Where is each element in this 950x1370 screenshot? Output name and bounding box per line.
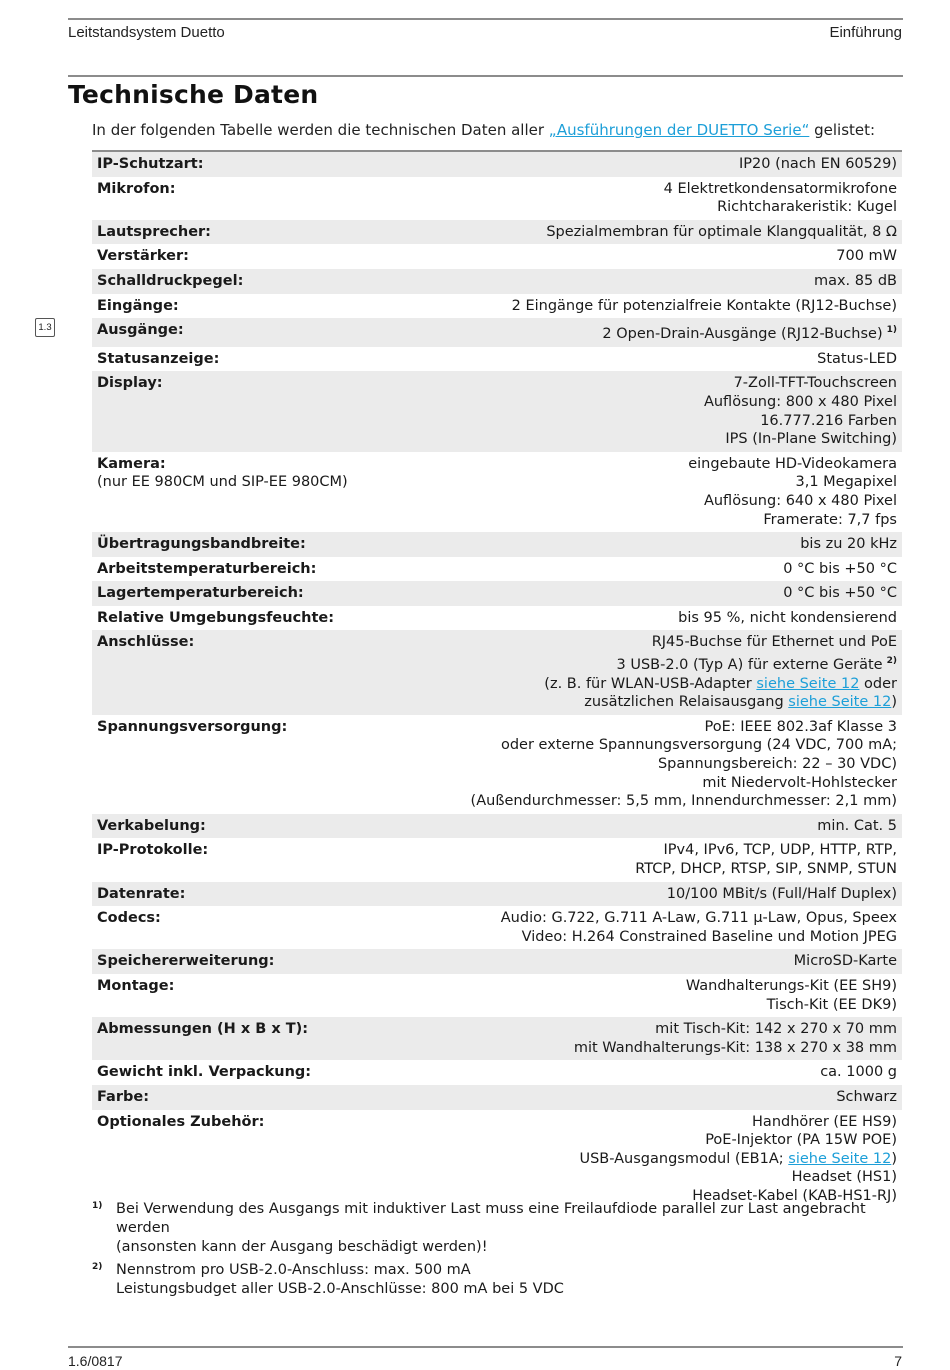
spec-row (92, 949, 902, 974)
spec-label (92, 220, 422, 245)
spec-value (422, 949, 902, 974)
footnote-text: Bei Verwendung des Ausgangs mit induktiver Last muss eine Freilaufdiode parallel zur Last angebracht werden (116, 1201, 866, 1236)
footnote (92, 1200, 902, 1257)
spec-value-line (427, 430, 897, 449)
spec-value (422, 452, 902, 532)
spec-value-line (427, 272, 897, 291)
spec-value-line (427, 774, 897, 793)
spec-label-text: Datenrate: (97, 885, 186, 902)
spec-row (92, 532, 902, 557)
spec-value-text: 4 Elektretkondensatormikrofone (663, 180, 897, 197)
page-title: Technische Daten (68, 80, 319, 109)
spec-value-text: 2 Eingänge für potenzialfreie Kontakte (RJ12-Buchse) (511, 297, 897, 314)
header-right: Einführung (829, 24, 902, 41)
spec-value-line (427, 736, 897, 755)
spec-label-text: IP-Schutzart: (97, 156, 204, 172)
spec-row (92, 1060, 902, 1085)
spec-label (92, 269, 422, 294)
spec-row (92, 347, 902, 372)
spec-sublabel: (nur EE 980CM und SIP-EE 980CM) (97, 474, 348, 491)
series-link[interactable]: „Ausführungen der DUETTO Serie“ (548, 121, 810, 139)
spec-value-text: Spannungsbereich: 22 – 30 VDC) (657, 756, 897, 773)
spec-label-text: Eingänge: (97, 297, 179, 314)
spec-value-text: Spezialmembran für optimale Klangqualität, 8 Ω (546, 223, 897, 240)
spec-value-text: 700 mW (836, 248, 897, 265)
spec-value-text: ca. 1000 g (820, 1064, 897, 1081)
spec-value-line (427, 297, 897, 316)
spec-label (92, 1017, 422, 1060)
spec-value-line (427, 321, 897, 344)
spec-value-text: PoE-Injektor (PA 15W POE) (705, 1132, 897, 1149)
spec-label-text: Verstärker: (97, 248, 189, 265)
footer-rule (68, 1346, 903, 1348)
spec-label (92, 1085, 422, 1110)
spec-label (92, 177, 422, 220)
spec-value (422, 1060, 902, 1085)
spec-value-text: 16.777.216 Farben (760, 412, 897, 429)
spec-value-text: USB-Ausgangsmodul (EB1A; (579, 1150, 789, 1167)
spec-value-line (427, 374, 897, 393)
spec-value (422, 177, 902, 220)
spec-value-line (427, 817, 897, 836)
spec-value (422, 318, 902, 347)
spec-value-text: IPv4, IPv6, TCP, UDP, HTTP, RTP, (663, 842, 897, 859)
spec-value-text: 7-Zoll-TFT-Touchscreen (733, 375, 897, 392)
spec-value-text: 3 USB-2.0 (Typ A) für externe Geräte (616, 657, 883, 674)
spec-value-line (427, 633, 897, 652)
spec-row (92, 882, 902, 907)
spec-value-line (427, 584, 897, 603)
spec-value-text: max. 85 dB (813, 272, 897, 289)
spec-label-text: Gewicht inkl. Verpackung: (97, 1064, 312, 1081)
spec-value-line (427, 492, 897, 511)
spec-value-line (427, 755, 897, 774)
spec-row (92, 814, 902, 839)
spec-row (92, 151, 902, 177)
spec-value-line (427, 198, 897, 217)
spec-value-line (427, 1088, 897, 1107)
spec-value (422, 1085, 902, 1110)
spec-value-text: bis 95 %, nicht kondensierend (678, 609, 897, 626)
spec-value-line (427, 393, 897, 412)
spec-value (422, 882, 902, 907)
spec-value-text: Headset (HS1) (791, 1169, 897, 1186)
spec-value (422, 1110, 902, 1209)
spec-value-text: (Außendurchmesser: 5,5 mm, Innendurchmesser: 2,1 mm) (470, 793, 897, 810)
spec-value-text: zusätzlichen Relaisausgang (584, 694, 789, 711)
spec-value (422, 974, 902, 1017)
footnote-text: (ansonsten kann der Ausgang beschädigt werden)! (116, 1239, 488, 1255)
spec-label (92, 557, 422, 582)
spec-value (422, 906, 902, 949)
spec-value-text: 3,1 Megapixel (795, 474, 897, 491)
spec-value-line (427, 860, 897, 879)
spec-value-text: 0 °C bis +50 °C (783, 560, 897, 577)
spec-value (422, 347, 902, 372)
spec-label (92, 371, 422, 451)
spec-label-text: Speichererweiterung: (97, 953, 275, 970)
spec-row (92, 906, 902, 949)
spec-label (92, 452, 422, 532)
spec-value-line (427, 609, 897, 628)
spec-value-line (427, 560, 897, 579)
footer-version: 1.6/0817 (68, 1353, 123, 1369)
spec-value-text: RTCP, DHCP, RTSP, SIP, SNMP, STUN (635, 861, 897, 877)
spec-label (92, 814, 422, 839)
spec-value (422, 630, 902, 714)
spec-value-line (427, 350, 897, 369)
spec-value (422, 532, 902, 557)
spec-value-line (427, 841, 897, 860)
spec-row (92, 220, 902, 245)
spec-value-line (427, 718, 897, 737)
spec-value (422, 715, 902, 814)
spec-value-text: (z. B. für WLAN-USB-Adapter (544, 675, 757, 692)
spec-label (92, 630, 422, 714)
spec-label-text: Lautsprecher: (97, 223, 211, 240)
spec-label-text: Display: (97, 375, 163, 392)
spec-label (92, 294, 422, 319)
spec-value-text: 10/100 MBit/s (Full/Half Duplex) (666, 885, 897, 902)
spec-row (92, 715, 902, 814)
spec-label-text: Optionales Zubehör: (97, 1113, 265, 1130)
spec-value-line (427, 1131, 897, 1150)
spec-label-text: Schalldruckpegel: (97, 272, 244, 289)
spec-row (92, 177, 902, 220)
header-left: Leitstandsystem Duetto (68, 24, 225, 41)
spec-label-text: Lagertemperaturbereich: (97, 585, 304, 602)
page-number: 7 (894, 1353, 902, 1369)
spec-value (422, 557, 902, 582)
spec-value (422, 581, 902, 606)
spec-label-text: Mikrofon: (97, 180, 176, 197)
header-rule (68, 75, 903, 77)
spec-label (92, 532, 422, 557)
spec-value-text: IPS (In-Plane Switching) (725, 431, 897, 448)
spec-label-text: Farbe: (97, 1088, 150, 1105)
page-ref-link[interactable]: siehe Seite 12 (788, 1150, 892, 1167)
spec-label (92, 906, 422, 949)
spec-label (92, 715, 422, 814)
spec-row (92, 1110, 902, 1209)
spec-value-text-after: ) (891, 1150, 897, 1167)
spec-label-text: Verkabelung: (97, 817, 206, 834)
spec-row (92, 452, 902, 532)
spec-label (92, 882, 422, 907)
spec-value-line (427, 155, 897, 174)
spec-value-line (427, 1020, 897, 1039)
spec-label-text: Kamera: (97, 455, 166, 472)
spec-label (92, 244, 422, 269)
spec-label (92, 949, 422, 974)
spec-row (92, 244, 902, 269)
spec-value (422, 606, 902, 631)
spec-row (92, 630, 902, 714)
spec-value-line (427, 885, 897, 904)
spec-row (92, 371, 902, 451)
spec-label (92, 606, 422, 631)
spec-value-line (427, 455, 897, 474)
spec-value-line (427, 652, 897, 675)
spec-label (92, 347, 422, 372)
spec-label-text: Relative Umgebungsfeuchte: (97, 609, 335, 626)
spec-row (92, 606, 902, 631)
spec-value (422, 244, 902, 269)
spec-row (92, 294, 902, 319)
spec-value-text: 2 Open-Drain-Ausgänge (RJ12-Buchse) (602, 326, 883, 343)
spec-value-line (427, 1150, 897, 1169)
spec-value-line (427, 909, 897, 928)
spec-label (92, 974, 422, 1017)
spec-row (92, 1085, 902, 1110)
spec-row (92, 974, 902, 1017)
spec-value-text: Richtcharakeristik: Kugel (717, 199, 897, 216)
spec-value-text: Framerate: 7,7 fps (763, 511, 897, 528)
spec-label (92, 151, 422, 177)
spec-value-text: IP20 (nach EN 60529) (739, 156, 897, 172)
spec-value (422, 294, 902, 319)
spec-value-text: min. Cat. 5 (817, 817, 897, 834)
spec-value-text-after: ) (891, 694, 897, 711)
spec-value-text: mit Wandhalterungs-Kit: 138 x 270 x 38 mm (573, 1039, 897, 1056)
spec-value-text: Auflösung: 800 x 480 Pixel (703, 393, 897, 410)
spec-value-text: bis zu 20 kHz (800, 536, 897, 553)
spec-value-line (427, 180, 897, 199)
footnote-mark: 1) (92, 1201, 103, 1211)
spec-label-text: Übertragungsbandbreite: (97, 536, 306, 553)
spec-label-text: Spannungsversorgung: (97, 718, 288, 735)
spec-value-line (427, 952, 897, 971)
spec-value-text: Schwarz (836, 1088, 897, 1105)
spec-value-line (427, 1168, 897, 1187)
spec-value (422, 269, 902, 294)
spec-value-text: 0 °C bis +50 °C (783, 585, 897, 602)
spec-value-line (427, 928, 897, 947)
intro-text (92, 121, 875, 139)
footnote-text: Leistungsbudget aller USB-2.0-Anschlüsse: 800 mA bei 5 VDC (116, 1281, 564, 1297)
spec-value-text: oder externe Spannungsversorgung (24 VDC, 700 mA; (500, 737, 897, 754)
footnote (92, 1261, 902, 1299)
spec-value-line (427, 535, 897, 554)
page-ref-link[interactable]: siehe Seite 12 (788, 694, 892, 711)
spec-value-text: MicroSD-Karte (793, 953, 897, 970)
footnote-marker: 2) (886, 656, 897, 667)
spec-value-text: eingebaute HD-Videokamera (688, 455, 897, 472)
spec-value-line (427, 223, 897, 242)
spec-label-text: Ausgänge: (97, 322, 184, 339)
spec-value-text-after: oder (859, 675, 897, 692)
spec-row (92, 557, 902, 582)
spec-value-line (427, 977, 897, 996)
spec-value-text: Tisch-Kit (EE DK9) (766, 996, 897, 1013)
spec-value-line (427, 473, 897, 492)
spec-value-line (427, 792, 897, 811)
spec-label (92, 838, 422, 881)
footnote-text: Nennstrom pro USB-2.0-Anschluss: max. 500 mA (116, 1262, 471, 1278)
spec-value-line (427, 1063, 897, 1082)
intro-before: In der folgenden Tabelle werden die technischen Daten aller (92, 121, 549, 139)
spec-table (92, 150, 902, 1209)
spec-row (92, 838, 902, 881)
spec-value-line (427, 511, 897, 530)
spec-value-line (427, 1113, 897, 1132)
spec-value-text: mit Niedervolt-Hohlstecker (702, 774, 897, 791)
page-ref-link[interactable]: siehe Seite 12 (756, 675, 860, 692)
spec-label-text: Anschlüsse: (97, 634, 195, 651)
spec-row (92, 581, 902, 606)
spec-label (92, 1060, 422, 1085)
spec-label (92, 581, 422, 606)
spec-value-line (427, 996, 897, 1015)
spec-value (422, 838, 902, 881)
spec-value (422, 151, 902, 177)
spec-label-text: Arbeitstemperaturbereich: (97, 560, 317, 577)
spec-value-line (427, 247, 897, 266)
spec-value-text: PoE: IEEE 802.3af Klasse 3 (704, 718, 897, 735)
spec-value (422, 1017, 902, 1060)
spec-value (422, 371, 902, 451)
spec-value-line (427, 1039, 897, 1058)
spec-value (422, 220, 902, 245)
spec-value-line (427, 412, 897, 431)
top-rule (68, 18, 903, 20)
spec-label-text: Codecs: (97, 910, 161, 927)
spec-label-text: Abmessungen (H x B x T): (97, 1021, 309, 1038)
spec-label-text: IP-Protokolle: (97, 842, 209, 859)
footnote-marker: 1) (886, 325, 897, 336)
spec-value-text: Auflösung: 640 x 480 Pixel (703, 492, 897, 509)
version-badge: 1.3 (35, 318, 55, 337)
spec-label (92, 318, 422, 347)
spec-value-text: Status-LED (817, 350, 897, 367)
spec-label (92, 1110, 422, 1209)
spec-value-text: Audio: G.722, G.711 A-Law, G.711 µ-Law, Opus, Speex (500, 910, 897, 927)
footnote-mark: 2) (92, 1262, 103, 1272)
spec-label-text: Montage: (97, 977, 175, 994)
footnotes (92, 1200, 902, 1303)
spec-value-text: mit Tisch-Kit: 142 x 270 x 70 mm (655, 1021, 897, 1038)
spec-value-line (427, 693, 897, 712)
intro-after: gelistet: (809, 121, 876, 139)
spec-label-text: Statusanzeige: (97, 350, 220, 367)
spec-value-text: Headset-Kabel (KAB-HS1-RJ) (692, 1187, 897, 1204)
spec-value (422, 814, 902, 839)
spec-value-text: Video: H.264 Constrained Baseline und Motion JPEG (521, 928, 897, 945)
spec-row (92, 269, 902, 294)
spec-row (92, 318, 902, 347)
spec-value-text: RJ45-Buchse für Ethernet und PoE (651, 634, 897, 651)
spec-row (92, 1017, 902, 1060)
spec-value-text: Wandhalterungs-Kit (EE SH9) (685, 977, 897, 994)
spec-value-text: Handhörer (EE HS9) (752, 1113, 897, 1130)
spec-value-line (427, 675, 897, 694)
